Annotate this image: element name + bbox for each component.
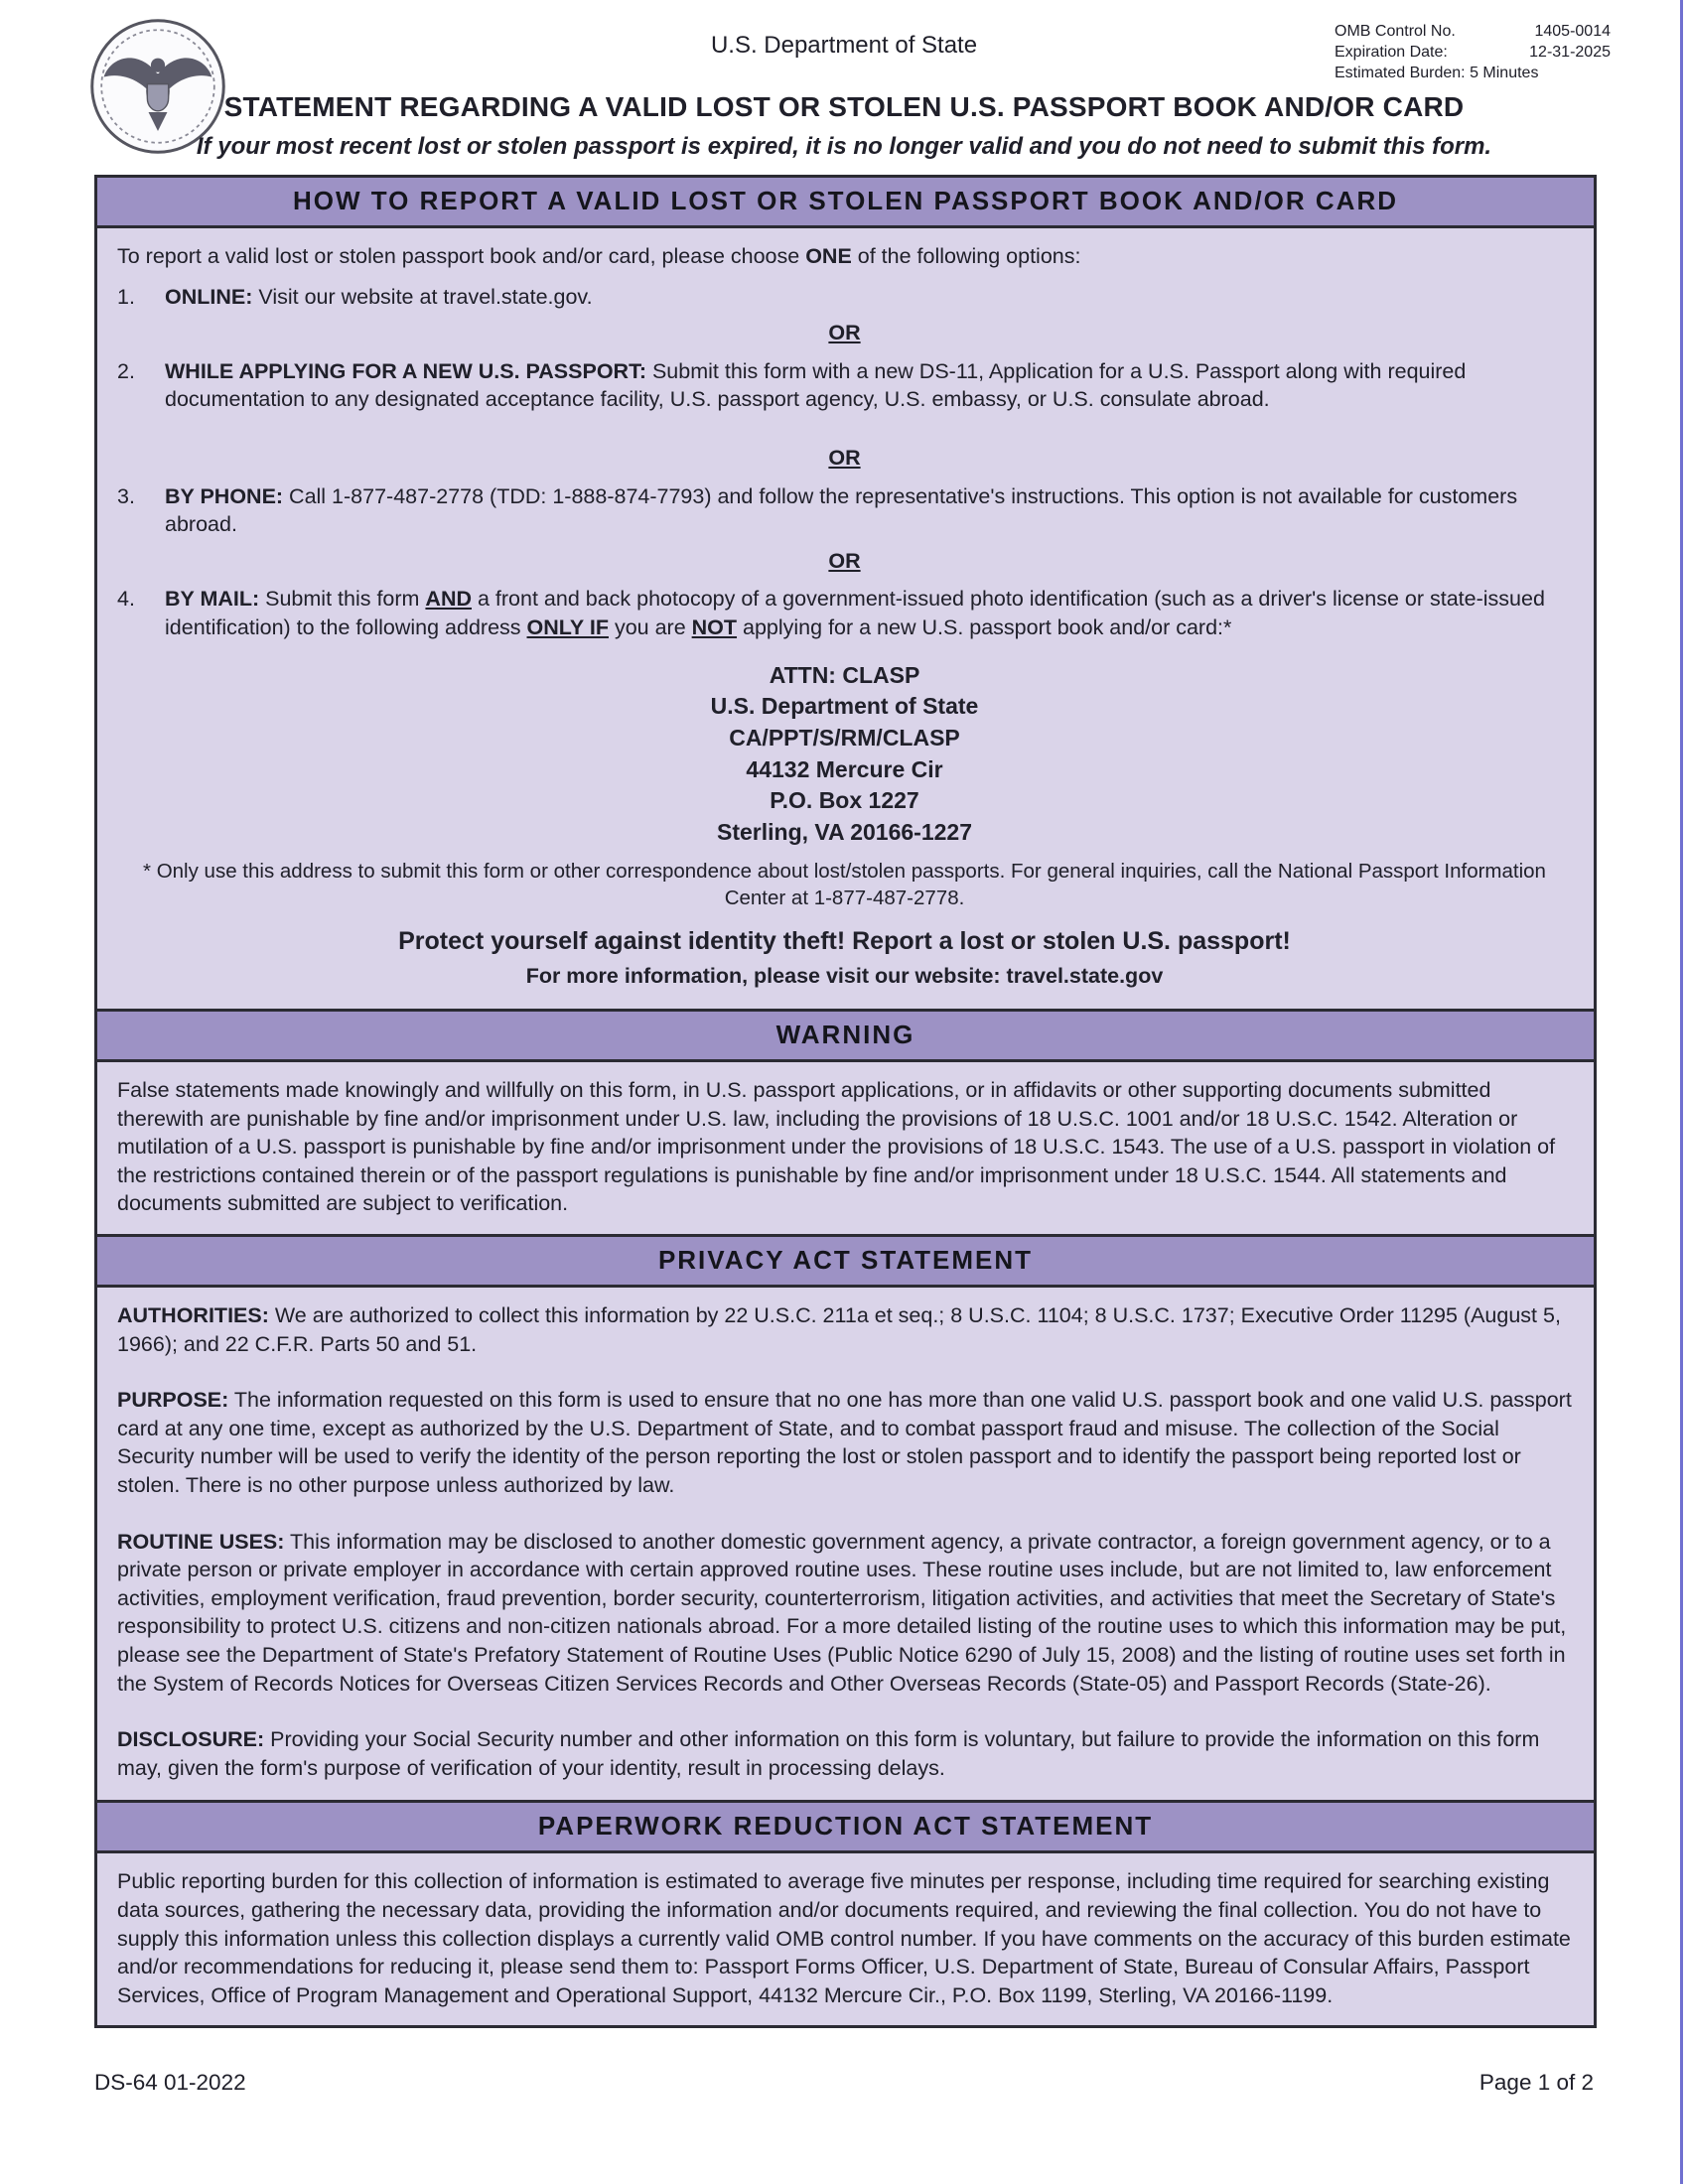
intro-text-2: of the following options: [851, 244, 1081, 268]
paperwork-text: Public reporting burden for this collection of information is estimated to average five minutes per response, including time required for searching existing data sources, gathering the necessary data, providing the information and/or documents required, and reviewing the final collection. You do not have to supply this information unless this collection displays a currently valid OMB control number. If you have comments on the accuracy of this burden estimate and/or recommendations for reducing it, please send them to: Passport Forms Officer, U.S. Department of State, Bureau of Consular Affairs, Passport Services, Office of Program Management and Operational Support, 44132 Mercure Cir., P.O. Box 1199, Sterling, VA 20166-1199. [117, 1869, 1571, 2007]
section-header-how-to-report: HOW TO REPORT A VALID LOST OR STOLEN PASSPORT BOOK AND/OR CARD [97, 178, 1594, 228]
identity-theft-notice: Protect yourself against identity theft! Report a lost or stolen U.S. passport! [398, 927, 1291, 956]
omb-expiration-value: 12-31-2025 [1529, 43, 1611, 61]
address-line: Sterling, VA 20166-1227 [717, 819, 972, 846]
paragraph-text: Providing your Social Security number and other information on this form is voluntary, but failure to provide the information on this form may, given the form's purpose of verification of your identity, result in processing delays. [117, 1727, 1540, 1780]
option-label: ONLINE: [165, 284, 253, 309]
section-header-paperwork: PAPERWORK REDUCTION ACT STATEMENT [97, 1803, 1594, 1853]
omb-burden-line: Estimated Burden: 5 Minutes [1335, 64, 1539, 81]
option-content [151, 357, 1574, 414]
option-content [151, 283, 1574, 312]
report-option-online [117, 283, 1574, 312]
option-text: Visit our website at travel.state.gov. [252, 284, 593, 309]
form-subtitle: If your most recent lost or stolen passport is expired, it is no longer valid and you do not need to submit this form. [196, 133, 1492, 160]
form-box [94, 175, 1597, 2028]
omb-expiration-row [1335, 43, 1611, 64]
form-number: DS-64 01-2022 [94, 2070, 246, 2096]
option-content [151, 585, 1574, 641]
page-header [0, 14, 1688, 171]
option-label: WHILE APPLYING FOR A NEW U.S. PASSPORT: [165, 358, 646, 383]
paragraph-text: The information requested on this form is used to ensure that no one has more than one valid U.S. passport book and one valid U.S. passport card at any one time, except as authorized by the U.S. Department of State, and to combat passport fraud and misuse. The collection of the Social Security number will be used to verify the identity of the person reporting the lost or stolen passport and to identify the passport being reported lost or stolen. There is no other purpose unless authorized by law. [117, 1388, 1572, 1497]
report-intro [117, 242, 1574, 271]
paragraph-label: PURPOSE: [117, 1388, 229, 1413]
option-number: 3. [117, 483, 135, 508]
privacy-disclosure [117, 1725, 1574, 1782]
emphasis-and: AND [425, 587, 473, 612]
emphasis-not: NOT [691, 614, 738, 639]
option-text-part: a front and back photocopy of a government-issued photo identification (such as a driver's license or state-issued identification) to the following address [165, 587, 1545, 639]
page-footer [94, 2070, 1594, 2135]
report-option-by-mail [117, 585, 1574, 641]
option-content [151, 482, 1574, 539]
or-separator [115, 547, 1574, 576]
address-line: 44132 Mercure Cir [746, 755, 943, 782]
option-text: Submit this form with a new DS-11, Application for a U.S. Passport along with required documentation to any designated acceptance facility, U.S. passport agency, U.S. embassy, or U.S. consulate abroad. [165, 358, 1467, 412]
paragraph-label: ROUTINE USES: [117, 1529, 285, 1554]
or-separator [115, 319, 1574, 347]
option-number: 1. [117, 284, 135, 309]
option-text-part: Submit this form [259, 587, 426, 612]
section-body-warning [97, 1062, 1594, 1237]
address-line: U.S. Department of State [710, 693, 979, 720]
option-text: Call 1-877-487-2778 (TDD: 1-888-874-7793) and follow the representative's instructions. This option is not available for customers abroad. [165, 483, 1518, 537]
warning-text: False statements made knowingly and willfully on this form, in U.S. passport applications, or in affidavits or other supporting documents submitted therewith are punishable by fine and/or imprisonment under U.S. law, including the provisions of 18 U.S.C. 1001 and/or 18 U.S.C. 1542. Alteration or mutilation of a U.S. passport is punishable by fine and/or imprisonment under the provisions of 18 U.S.C. 1543. The use of a U.S. passport in violation of the restrictions contained therein or of the passport regulations is punishable by fine and/or imprisonment under 18 U.S.C. 1544. All statements and documents submitted are subject to verification. [117, 1078, 1556, 1216]
omb-control-row [1335, 22, 1611, 43]
more-info-line: For more information, please visit our website: travel.state.gov [525, 964, 1164, 989]
mailing-address [115, 660, 1574, 849]
or-word: OR [828, 445, 861, 470]
option-label: BY PHONE: [165, 483, 284, 508]
section-body-paperwork [97, 1853, 1594, 2025]
address-footnote: * Only use this address to submit this form or other correspondence about lost/stolen passports. For general inquiries, call the National Passport Information Center at 1-877-487-2778. [143, 859, 1546, 909]
page-indicator: Page 1 of 2 [1478, 2070, 1594, 2096]
intro-bold-one: ONE [805, 244, 852, 268]
option-text-part: applying for a new U.S. passport book and/or card:* [737, 614, 1232, 639]
section-body-privacy [97, 1288, 1594, 1803]
scan-edge-artifact [1680, 0, 1683, 2184]
section-body-how-to-report [97, 228, 1594, 1012]
paragraph-text: We are authorized to collect this information by 22 U.S.C. 211a et seq.; 8 U.S.C. 1104; 8 U.S.C. 1737; Executive Order 11295 (August 5, 1966); and 22 C.F.R. Parts 50 and 51. [117, 1303, 1561, 1356]
option-number: 4. [117, 587, 135, 612]
section-header-privacy: PRIVACY ACT STATEMENT [97, 1237, 1594, 1288]
omb-control-label: OMB Control No. [1335, 23, 1456, 40]
or-word: OR [828, 321, 861, 345]
report-option-by-phone [117, 482, 1574, 539]
option-label: BY MAIL: [165, 587, 260, 612]
emphasis-only-if: ONLY IF [526, 614, 609, 639]
address-line: CA/PPT/S/RM/CLASP [729, 725, 960, 751]
report-option-new-passport [117, 357, 1574, 414]
address-line: ATTN: CLASP [769, 661, 920, 688]
omb-expiration-label: Expiration Date: [1335, 43, 1448, 61]
privacy-purpose [117, 1386, 1574, 1499]
option-number: 2. [117, 358, 135, 383]
agency-name: U.S. Department of State [710, 32, 978, 59]
address-line: P.O. Box 1227 [770, 787, 919, 814]
privacy-authorities [117, 1301, 1574, 1358]
omb-block [1335, 22, 1611, 83]
paragraph-label: DISCLOSURE: [117, 1727, 265, 1752]
section-header-warning: WARNING [97, 1012, 1594, 1062]
or-word: OR [828, 548, 861, 573]
privacy-routine-uses [117, 1528, 1574, 1699]
intro-text-1: To report a valid lost or stolen passport book and/or card, please choose [117, 244, 806, 268]
form-title: STATEMENT REGARDING A VALID LOST OR STOLEN U.S. PASSPORT BOOK AND/OR CARD [223, 91, 1465, 122]
omb-control-value: 1405-0014 [1534, 23, 1611, 40]
paragraph-label: AUTHORITIES: [117, 1303, 269, 1328]
paragraph-text: This information may be disclosed to another domestic government agency, a private contractor, a foreign government agency, or to a private person or private employer in accordance with certain approved routine uses. These routine uses include, but are not limited to, law enforcement activities, employment verification, fraud prevention, border security, counterterrorism, litigation activities, and activities that meet the Secretary of State's responsibility to protect U.S. citizens and non-citizen nationals abroad. For a more detailed listing of the routine uses to which this information may be put, please see the Department of State's Prefatory Statement of Routine Uses (Public Notice 6290 of July 15, 2008) and the listing of routine uses set forth in the System of Records Notices for Overseas Citizen Services Records and Other Overseas Records (State-05) and Passport Records (State-26). [117, 1529, 1567, 1696]
option-text-part: you are [608, 614, 692, 639]
or-separator [115, 444, 1574, 473]
